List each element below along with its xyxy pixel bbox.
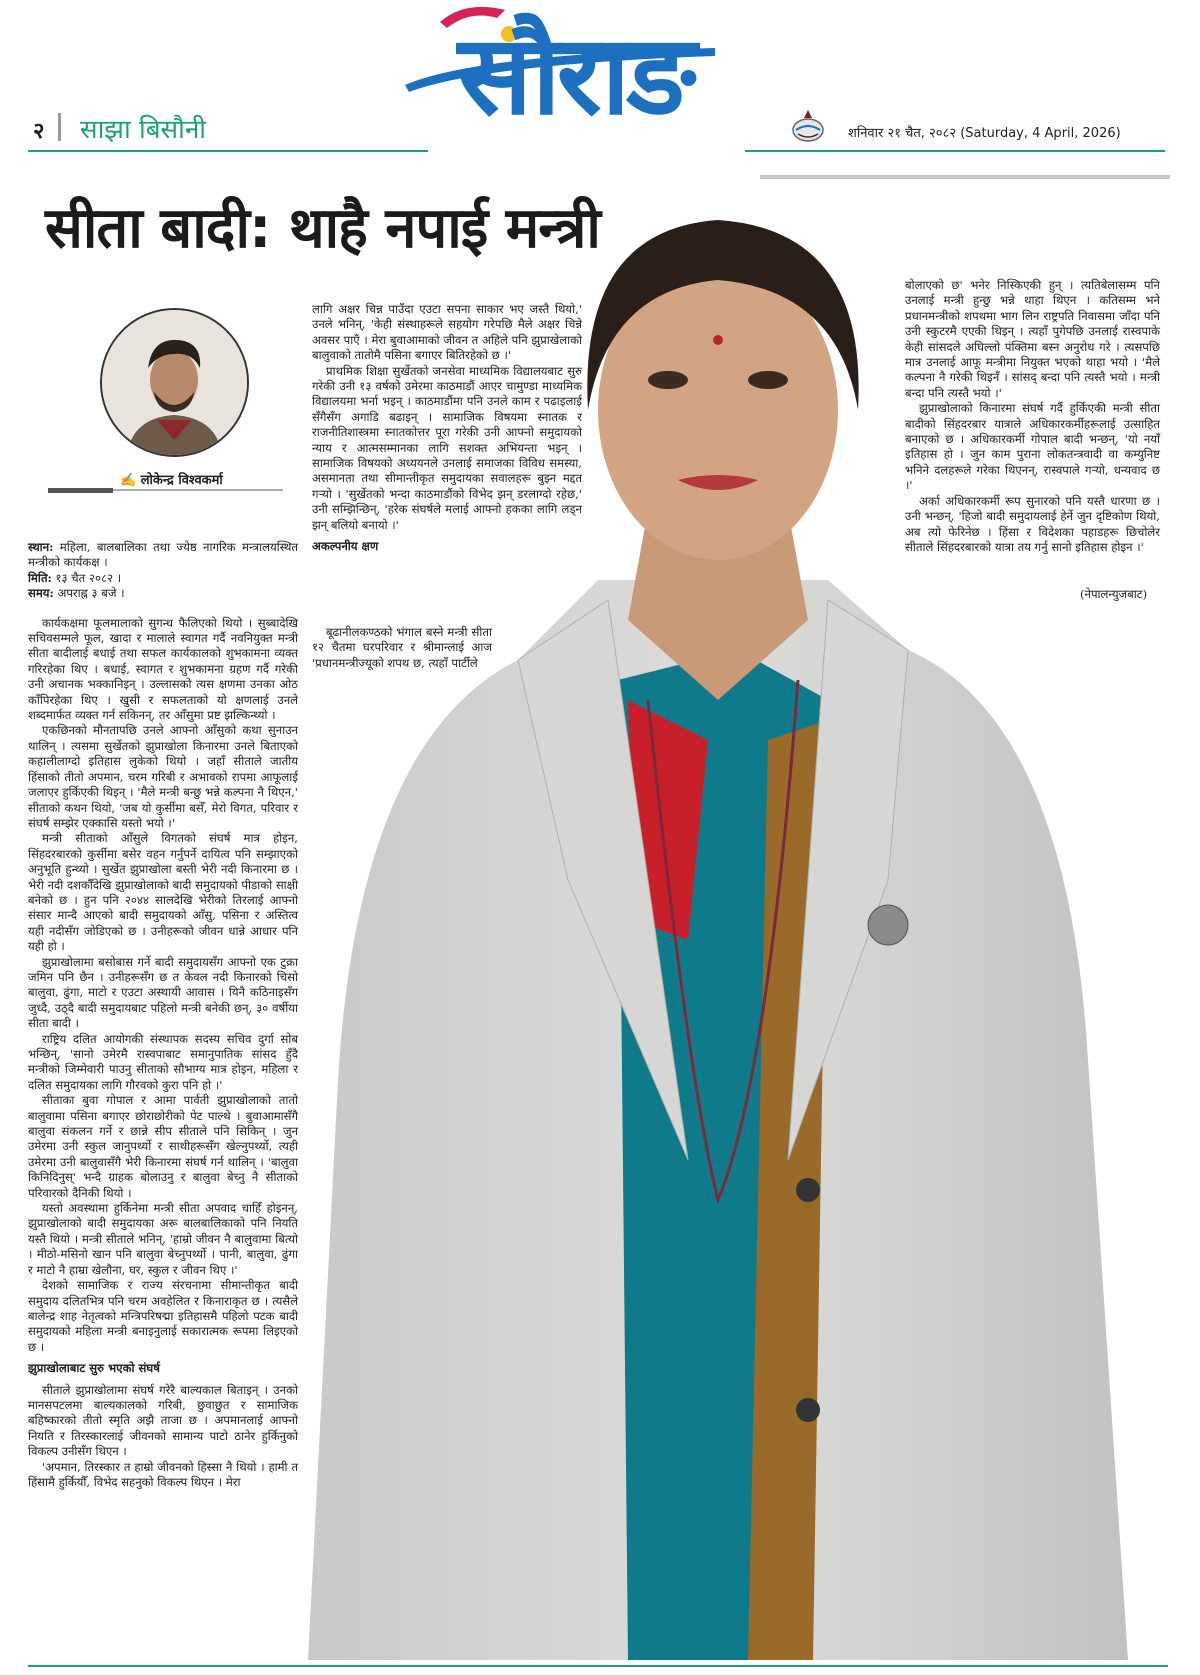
- paragraph: एकछिनको मौनतापछि उनले आफ्नो आँसुको कथा सुनाउन थालिन् । त्यसमा सुर्खेतको झुप्राखोला किनारमा उनले बिताएको कहालीलाग्दो इतिहास लुकेको थियो । जहाँ सीताले जातीय हिंसाको तीतो अपमान, चरम गरिबी र अभावको रापमा आफूलाई जलाएर हुर्किएकी थिइन् । 'मैले मन्त्री बन्छु भन्ने कल्पना नै थिएन,' सीताको कथन थियो, 'जब यो कुर्सीमा बसेँ, मेरो विगत, परिवार र संघर्ष सम्झेर एक्कासि यस्तो भयो ।': [28, 723, 298, 830]
- page-bottom-rule: [28, 1665, 1168, 1667]
- masthead-rule-right: [745, 150, 1165, 152]
- paragraph: देशको सामाजिक र राज्य संरचनामा सीमान्तीकृत बादी समुदाय दलितभित्र पनि चरम अवहेलित र किनाराकृत छ । त्यसैले बालेन्द्र शाह नेतृत्वको मन्त्रिपरिषद्मा इतिहासमै पहिलो पटक बादी समुदायको महिला मन्त्री बनाइनुलाई सकारात्मक रूपमा लिइएको छ ।: [28, 1278, 298, 1354]
- paragraph: झुप्राखोलामा बसोबास गर्ने बादी समुदायसँग आफ्नो एक टुक्रा जमिन पनि छैन । उनीहरूसँग छ त केवल नदी किनारको चिसो बालुवा, ढुंगा, माटो र एउटा अस्थायी आवास । यिनै कठिनाइसँग जुध्दै, उठ्दै बादी समुदायबाट पहिलो मन्त्री बनेकी छन्, ३० वर्षीया सीता बादी ।: [28, 954, 298, 1031]
- paragraph: झुप्राखोलाको किनारमा संघर्ष गर्दै हुर्किएकी मन्त्री सीता बादीको सिंहदरबार यात्राले अधिकारकर्मीहरूलाई उत्साहित बनाएको छ । अधिकारकर्मी गोपाल बादी भन्छन्, 'यो नयाँ इतिहास हो । जुन काम पुराना लोकतन्त्रवादी वा कम्युनिष्ट भनिने दलहरूले गरेका थिएनन्, रास्वपाले गऱ्यो, धन्यवाद छ ।': [905, 401, 1160, 493]
- author-avatar: [100, 308, 249, 457]
- article-column-1: [28, 540, 298, 1490]
- paragraph: अर्का अधिकारकर्मी रूप सुनारको पनि यस्तै धारणा छ । उनी भन्छन्, 'हिजो बादी समुदायलाई हेर्ने जुन दृष्टिकोण थियो, अब त्यो फेरिनेछ । हिंसा र विदेशका पहाडहरू छिचोलेर सीताले सिंहदरबारको यात्रा तय गर्नु सानो इतिहास होइन ।': [905, 493, 1160, 554]
- section-name: साझा बिसौनी: [80, 115, 207, 145]
- meta-place-label: स्थान:: [28, 540, 54, 554]
- meta-time: [28, 586, 298, 601]
- meta-place: [28, 540, 298, 571]
- newspaper-logo: [385, 0, 765, 150]
- page-number: २: [33, 118, 45, 144]
- paragraph: सीताका बुवा गोपाल र आमा पार्वती झुप्राखोलाको तातो बालुवामा पसिना बगाएर छोराछोरीको पेट पाल्थे । बुवाआमासँगै बालुवा संकलन गर्ने र छान्ने सीप सीताले पनि सिकिन् । जुन उमेरमा उनी स्कुल जानुपर्थ्यो र साथीहरूसँग खेल्नुपर्थ्यो, त्यही उमेरमा उनी बालुवासँगै भेरी किनारमा संघर्ष गर्न थालिन् । 'बालुवा किनिदिनुस्' भन्दै ग्राहक बोलाउनु र बालुवा बेच्नु नै सीताको परिवारको दैनिकी थियो ।: [28, 1093, 298, 1200]
- meta-time-text: अपराह्न ३ बजे ।: [57, 586, 125, 601]
- meta-date-label: मिति:: [28, 570, 52, 585]
- source-credit: (नेपालन्युजबाट): [1080, 587, 1148, 601]
- paragraph: मन्त्री सीताको आँसुले विगतको संघर्ष मात्र होइन, सिंहदरबारको कुर्सीमा बसेर वहन गर्नुपर्ने दायित्व पनि सम्झाएको अनुभूति हुन्थ्यो । सुर्खेत झुप्राखोला बस्ती भेरी नदी किनारमा छ । भेरी नदी दशकौँदेखि झुप्राखोलाको बादी समुदायको पीडाको साक्षी बनेको छ । हुन पनि २०४४ सालदेखि भेरीको तिरलाई आफ्नो संसार मान्दै आएको बादी समुदायको आँसु, पसिना र अस्तित्व यही नदीसँग जोडिएको छ । उनीहरूको जीवन धान्ने आधार पनि यही हो ।: [28, 831, 298, 954]
- author-rule: [48, 488, 113, 493]
- meta-time-label: समय:: [28, 586, 54, 601]
- dateline: शनिवार २१ चैत, २०८२ (Saturday, 4 April, 2026): [848, 126, 1121, 141]
- paragraph: बोलाएको छ' भनेर निस्किएकी हुन् । त्यतिबेलासम्म पनि उनलाई मन्त्री हुन्छु भन्ने थाहा थिएन । कतिसम्म भने प्रधानमन्त्रीको शपथमा भाग लिन राष्ट्रपति निवासमा जाँदा पनि उनी स्कुटरमै एएकी थिइन् । त्यहाँ पुगेपछि उनलाई रास्वपाके केही सांसदले अघिल्लो पंक्तिमा बस्न अनुरोध गरे । त्यसपछि मात्र उनलाई आफू मन्त्रीमा नियुक्त भएको थाहा भयो । 'मैले कल्पना नै गरेकी थिइनँ । सांसद् बन्दा पनि त्यस्तै भयो । मन्त्री बन्दा पनि त्यस्तै भयो ।': [905, 278, 1160, 400]
- meta-date: [28, 571, 298, 586]
- meta-place-text: महिला, बालबालिका तथा ज्येष्ठ नागरिक मन्त्रालयस्थित मन्त्रीको कार्यकक्ष ।: [28, 540, 299, 570]
- article-column-2: [312, 302, 582, 561]
- author-rule-thin: [113, 489, 283, 491]
- paragraph: कार्यकक्षमा फूलमालाको सुगन्ध फैलिएको थियो । सुब्बादेखि सचिवसम्मले फूल, खादा र मालाले स्वागत गर्दै नवनियुक्त मन्त्री सीता बादीलाई बधाई तथा सफल कार्यकालको शुभकामना व्यक्त गरिरहेका थिए । बधाई, स्वागत र शुभकामना ग्रहण गर्दै गरेकी उनी अचानक भक्कानिइन् । उल्लासको त्यस क्षणमा उनका ओठ काँपिरहेका थिए । खुसी र सफलताको यो क्षणलाई उनले शब्दमार्फत व्यक्त गर्न सकिनन्, तर आँसुमा प्रष्ट झल्किन्थ्यो ।: [28, 615, 298, 723]
- masthead-rule-left: [28, 150, 428, 152]
- article-headline: सीता बादी: थाहै नपाई मन्त्री: [45, 196, 600, 261]
- author-name: ✍ लोकेन्द्र विश्वकर्मा: [120, 473, 223, 488]
- paragraph: राष्ट्रिय दलित आयोगकी संस्थापक सदस्य सचिव दुर्गा सोब भन्छिन्, 'सानो उमेरमै रास्वपाबाट समानुपातिक सांसद हुँदै मन्त्रीको जिम्मेवारी पाउनु सीताको सौभाग्य मात्र होइन, महिला र दलित समुदायका लागि गौरवको कुरा पनि हो ।': [28, 1031, 298, 1092]
- paragraph: यस्तो अवस्थामा हुर्किनेमा मन्त्री सीता अपवाद चाहिँ होइनन्, झुप्राखोलाको बादी समुदायका अरू बालबालिकाको पनि नियति यस्तै थियो । मन्त्री सीताले भनिन्, 'हाम्रो जीवन नै बालुवामा बित्यो । मीठो-मसिनो खान पनि बालुवा बेच्नुपर्थ्यो । पानी, बालुवा, ढुंगा र माटो नै हाम्रा खेलौना, घर, स्कुल र जीवन थिए ।': [28, 1201, 298, 1277]
- paragraph: बूढानीलकण्ठको भंगाल बस्ने मन्त्री सीता १२ चैतमा घरपरिवार र श्रीमान्लाई आज 'प्रधानमन्त्रीज्यूको शपथ छ, त्यहाँ पार्टीले: [312, 625, 492, 670]
- paragraph: सीताले झुप्राखोलामा संघर्ष गरेरै बाल्यकाल बिताइन् । उनको मानसपटलमा बाल्यकालको गरिबी, छुवाछुत र सामाजिक बहिष्कारको तीतो स्मृति अझै ताजा छ । अपमानलाई आफ्नो नियति र तिरस्कारलाई जीवनको सामान्य पाटो ठानेर हुर्किनुको विकल्प उनीसँग थिएन ।: [28, 1382, 298, 1459]
- paragraph: 'अपमान, तिरस्कार त हाम्रो जीवनको हिस्सा नै थियो । हामी त हिंसामै हुर्कियौँ, विभेद सहनुको विकल्प थिएन । मेरा: [28, 1459, 298, 1489]
- paragraph: प्राथमिक शिक्षा सुर्खेतको जनसेवा माध्यमिक विद्यालयबाट सुरु गरेकी उनी १३ वर्षको उमेरमा काठमाडौं आएर चामुण्डा माध्यमिक विद्यालयमा भर्ना भइन् । काठमाडौंमा पनि उनले काम र पढाइलाई सँगैसँग अगाडि बढाइन् । सामाजिक विषयमा स्नातक र राजनीतिशास्त्रमा स्नातकोत्तर पूरा गरेकी उनी आफ्नो समुदायको न्याय र आत्मसम्मानका लागि सशक्त अभियन्ता भइन् । सामाजिक विषयको अध्ययनले उनलाई समाजका विविध समस्या, असमानता तथा सीमान्तीकृत समुदायका सवालहरू बुझ्न मद्दत गऱ्यो । 'सुर्खेतको भन्दा काठमाडौंको विभेद झन् डरलाग्दो रहेछ,' उनी सम्झिन्छिन्, 'हरेक संघर्षले मलाई आफ्नो हकका लागि लड्न झन् बलियो बनायो ।': [312, 363, 582, 532]
- photo-top-rule: [760, 175, 1170, 179]
- article-column-2-continued: [312, 625, 492, 671]
- emblem-icon: [790, 108, 826, 144]
- meta-date-text: १३ चैत २०८२ ।: [55, 570, 122, 585]
- article-column-3: [905, 278, 1160, 555]
- subheading: अकल्पनीय क्षण: [312, 539, 379, 554]
- newspaper-title: सौराङ: [457, 11, 693, 139]
- subheading: झुप्राखोलाबाट सुरु भएको संघर्ष: [28, 1361, 160, 1376]
- page-number-divider: [58, 113, 61, 141]
- author-name-text: लोकेन्द्र विश्वकर्मा: [140, 473, 223, 488]
- paragraph: लागि अक्षर चिन्न पाउँदा एउटा सपना साकार भए जस्तै थियो,' उनले भनिन्, 'केही संस्थाहरूले सहयोग गरेपछि मैले अक्षर चिन्ने अवसर पाएँ । मेरा बुवाआमाको जीवन त अहिले पनि झुप्राखेलाको बालुवाको तातोमै पसिना बगाएर बितिरहेको छ ।': [312, 302, 582, 363]
